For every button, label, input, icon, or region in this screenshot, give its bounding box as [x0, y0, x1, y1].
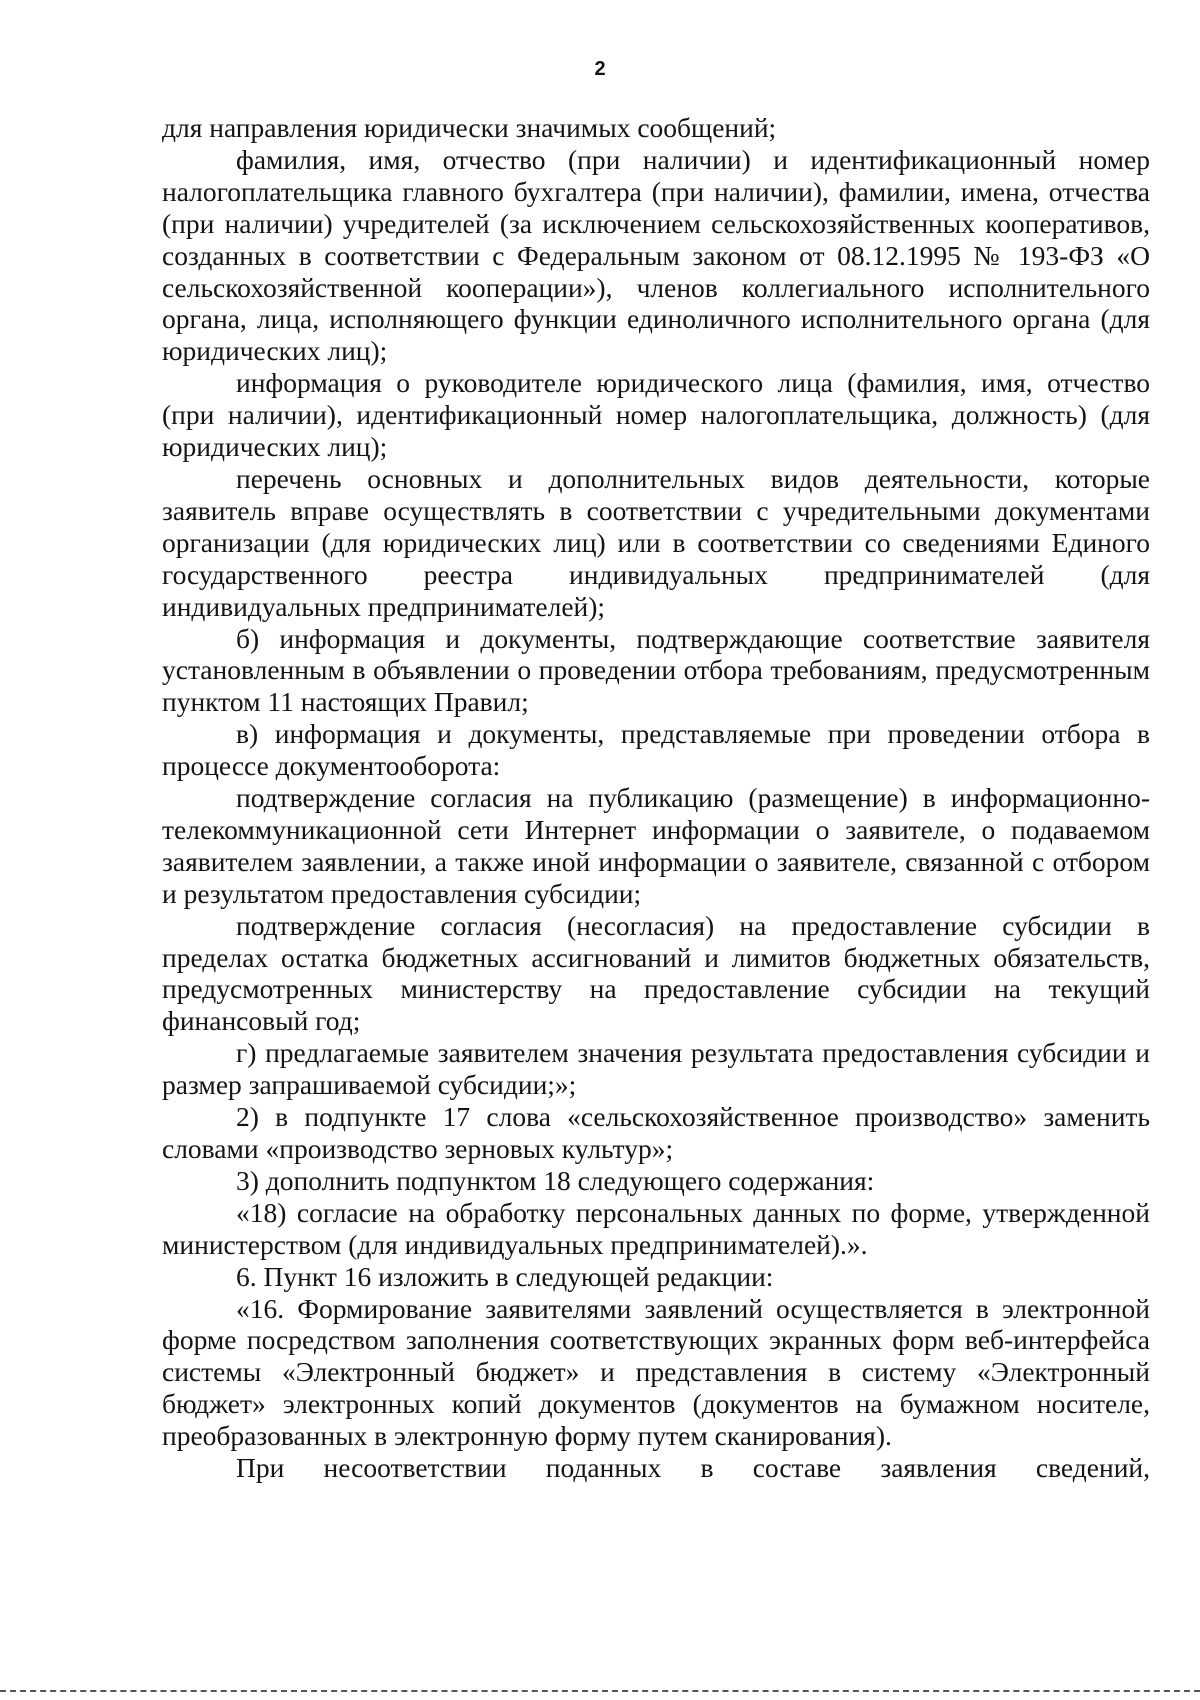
paragraph: 6. Пункт 16 изложить в следующей редакции:	[236, 1260, 774, 1292]
document-body	[162, 112, 1150, 1484]
paragraph: б) информация и документы, подтверждающие соответствие заявителя установленным в объявлении о проведении отбора требованиям, предусмотренным пунктом 11 настоящих Правил;	[162, 622, 1150, 718]
paragraph: г) предлагаемые заявителем значения результата предоставления субсидии и размер запрашиваемой субсидии;»;	[162, 1037, 1150, 1101]
page-bottom-rule	[0, 1690, 1200, 1692]
paragraph: в) информация и документы, представляемые при проведении отбора в процессе документооборота:	[162, 718, 1150, 782]
paragraph: «16. Формирование заявителями заявлений осуществляется в электронной форме посредством заполнения соответствующих экранных форм веб-интерфейса системы «Электронный бюджет» и представления в систему «Электронный бюджет» электронных копий документов (документов на бумажном носителе, преобразованных в электронную форму путем сканирования).	[162, 1292, 1150, 1452]
paragraph: перечень основных и дополнительных видов деятельности, которые заявитель вправе осуществлять в соответствии с учредительными документами организации (для юридических лиц) или в соответствии со сведениями Единого государственного реестра индивидуальных предпринимателей (для индивидуальных предпринимателей);	[162, 462, 1150, 622]
paragraph: подтверждение согласия на публикацию (размещение) в информационно-телекоммуникационной сети Интернет информации о заявителе, о подаваемом заявителем заявлении, а также иной информации о заявителе, связанной с отбором и результатом предоставления субсидии;	[162, 782, 1150, 909]
paragraph: 3) дополнить подпунктом 18 следующего содержания:	[236, 1164, 875, 1196]
paragraph: подтверждение согласия (несогласия) на предоставление субсидии в пределах остатка бюджетных ассигнований и лимитов бюджетных обязательств, предусмотренных министерству на предоставление субсидии на текущий финансовый год;	[162, 909, 1150, 1037]
paragraph: для направления юридически значимых сообщений;	[162, 112, 777, 143]
paragraph: фамилия, имя, отчество (при наличии) и идентификационный номер налогоплательщика главного бухгалтера (при наличии), фамилии, имена, отчества (при наличии) учредителей (за исключением сельскохозяйственных кооперативов, созданных в соответствии с Федеральным законом от 08.12.1995 № 193-ФЗ «О сельскохозяйственной кооперации»), членов коллегиального исполнительного органа, лица, исполняющего функции единоличного исполнительного органа (для юридических лиц);	[162, 143, 1150, 367]
page-number: 2	[594, 58, 606, 80]
paragraph: «18) согласие на обработку персональных данных по форме, утвержденной министерством (для индивидуальных предпринимателей).».	[162, 1196, 1150, 1260]
paragraph: При несоответствии поданных в составе заявления сведений,	[236, 1452, 1150, 1484]
paragraph: 2) в подпункте 17 слова «сельскохозяйственное производство» заменить словами «производство зерновых культур»;	[162, 1101, 1150, 1164]
paragraph: информация о руководителе юридического лица (фамилия, имя, отчество (при наличии), идентификационный номер налогоплательщика, должность) (для юридических лиц);	[162, 367, 1150, 463]
